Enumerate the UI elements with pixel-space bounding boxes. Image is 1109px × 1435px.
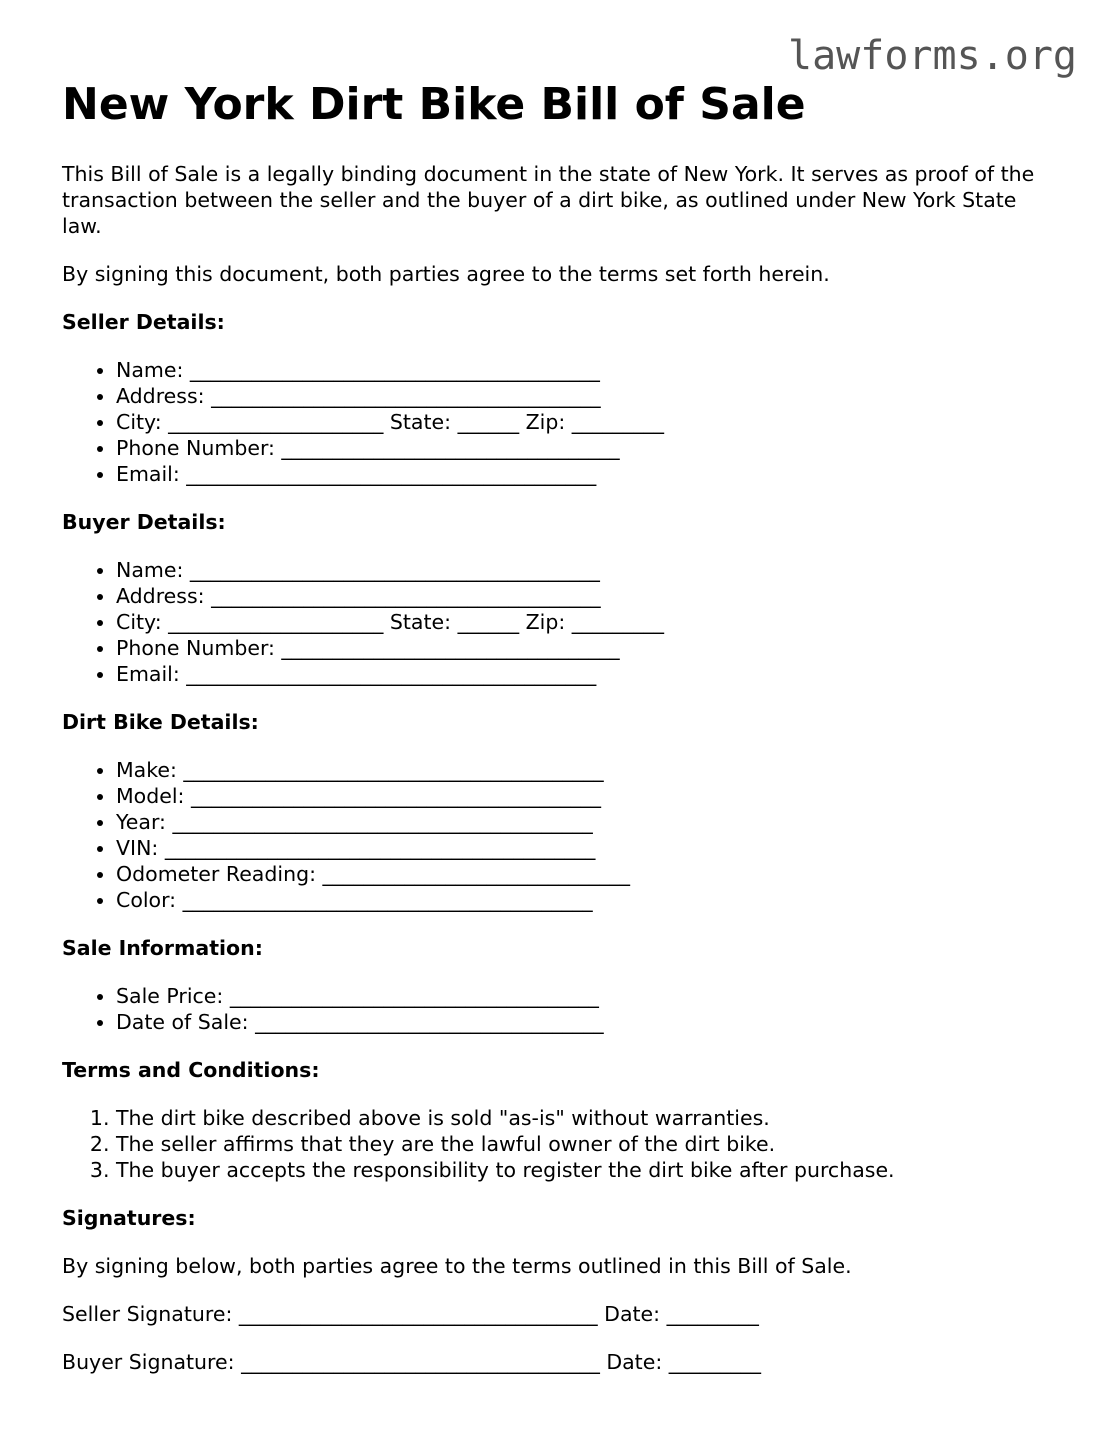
document-body: [62, 80, 1062, 1397]
sale-heading: Sale Information:: [62, 935, 263, 960]
signatures-heading: Signatures:: [62, 1205, 196, 1230]
signatures-intro: By signing below, both parties agree to the terms outlined in this Bill of Sale.: [62, 1253, 852, 1278]
buyer-city-state-zip-field[interactable]: • City: _____________________ State: ______ Zip: _________: [116, 609, 1062, 635]
seller-city-state-zip-field[interactable]: • City: _____________________ State: ______ Zip: _________: [116, 409, 1062, 435]
bike-list: [62, 757, 1062, 913]
sale-date-field[interactable]: • Date of Sale: __________________________________: [116, 1009, 1062, 1035]
bike-make-field[interactable]: • Make: _________________________________________: [116, 757, 1062, 783]
bike-model-field[interactable]: • Model: ________________________________________: [116, 783, 1062, 809]
watermark: lawforms.org: [788, 33, 1077, 79]
term-item: 2. The seller affirms that they are the lawful owner of the dirt bike.: [116, 1131, 1062, 1157]
seller-name-field[interactable]: • Name: ________________________________________: [116, 357, 1062, 383]
agreement-paragraph: By signing this document, both parties agree to the terms set forth herein.: [62, 261, 830, 286]
term-item: 1. The dirt bike described above is sold "as-is" without warranties.: [116, 1105, 1062, 1131]
page-title: New York Dirt Bike Bill of Sale: [62, 79, 806, 130]
terms-heading: Terms and Conditions:: [62, 1057, 320, 1082]
bike-heading: Dirt Bike Details:: [62, 709, 259, 734]
intro-paragraph: This Bill of Sale is a legally binding document in the state of New York. It serves as proof of the transaction between the seller and the buyer of a dirt bike, as outlined under New York State law.: [62, 161, 1035, 238]
seller-address-field[interactable]: • Address: ______________________________________: [116, 383, 1062, 409]
sale-list: [62, 983, 1062, 1035]
buyer-list: [62, 557, 1062, 687]
buyer-heading: Buyer Details:: [62, 509, 226, 534]
buyer-signature-line[interactable]: Buyer Signature: ___________________________________ Date: _________: [62, 1349, 762, 1374]
sale-price-field[interactable]: • Sale Price: ____________________________________: [116, 983, 1062, 1009]
buyer-address-field[interactable]: • Address: ______________________________________: [116, 583, 1062, 609]
seller-list: [62, 357, 1062, 487]
bike-year-field[interactable]: • Year: _________________________________________: [116, 809, 1062, 835]
seller-signature-line[interactable]: Seller Signature: ___________________________________ Date: _________: [62, 1301, 759, 1326]
term-item: 3. The buyer accepts the responsibility to register the dirt bike after purchase.: [116, 1157, 1062, 1183]
bike-vin-field[interactable]: • VIN: __________________________________________: [116, 835, 1062, 861]
seller-heading: Seller Details:: [62, 309, 225, 334]
seller-email-field[interactable]: • Email: ________________________________________: [116, 461, 1062, 487]
terms-list: [62, 1105, 1062, 1183]
seller-phone-field[interactable]: • Phone Number: _________________________________: [116, 435, 1062, 461]
buyer-phone-field[interactable]: • Phone Number: _________________________________: [116, 635, 1062, 661]
bike-odometer-field[interactable]: • Odometer Reading: ______________________________: [116, 861, 1062, 887]
buyer-name-field[interactable]: • Name: ________________________________________: [116, 557, 1062, 583]
bike-color-field[interactable]: • Color: ________________________________________: [116, 887, 1062, 913]
buyer-email-field[interactable]: • Email: ________________________________________: [116, 661, 1062, 687]
